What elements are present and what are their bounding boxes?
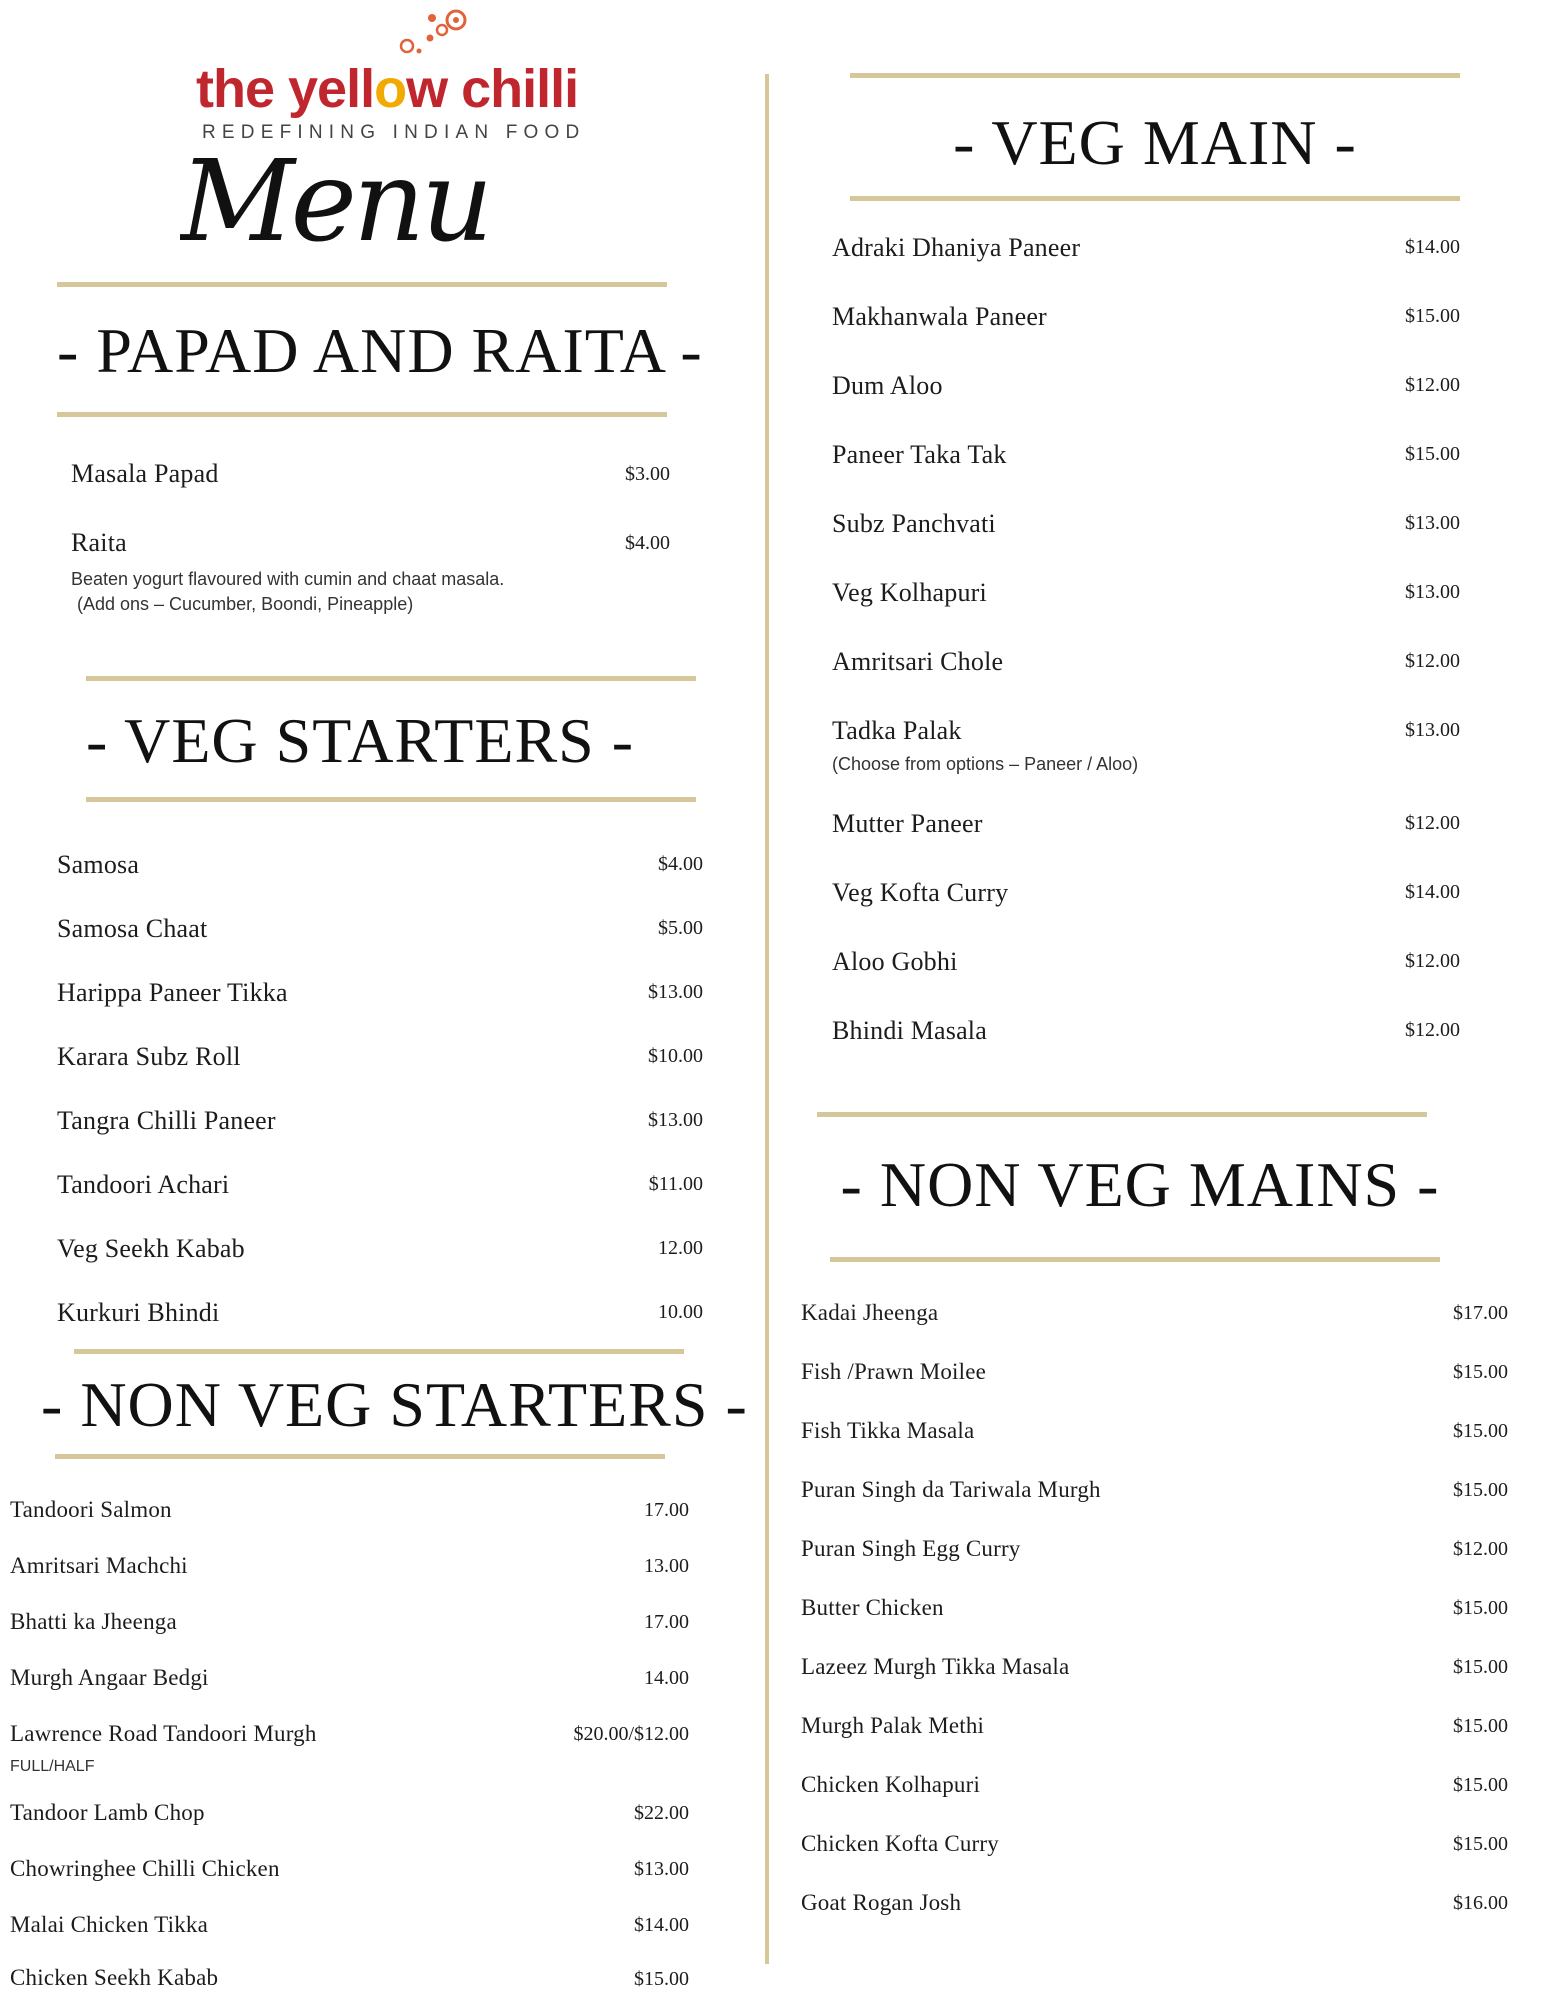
logo-o: o — [374, 59, 407, 119]
menu-item-price: $16.00 — [1453, 1892, 1508, 1914]
menu-item-price: $20.00/$12.00 — [573, 1723, 689, 1745]
menu-item-name: Goat Rogan Josh — [801, 1890, 962, 1915]
menu-item-name: Fish /Prawn Moilee — [801, 1359, 987, 1384]
menu-item-name: Puran Singh da Tariwala Murgh — [801, 1477, 1101, 1502]
menu-item-description: FULL/HALF — [10, 1758, 95, 1775]
menu-item-name: Fish Tikka Masala — [801, 1418, 975, 1443]
menu-item-name: Murgh Angaar Bedgi — [10, 1665, 209, 1690]
menu-item-price: 17.00 — [644, 1611, 689, 1633]
menu-item-name: Paneer Taka Tak — [832, 440, 1007, 469]
logo-word-the: the yell — [196, 59, 375, 119]
menu-item-name: Puran Singh Egg Curry — [801, 1536, 1021, 1561]
menu-item-price: $4.00 — [658, 853, 703, 875]
menu-item-name: Kadai Jheenga — [801, 1300, 939, 1325]
menu-item-name: Makhanwala Paneer — [832, 302, 1047, 331]
menu-item-price: $13.00 — [648, 1109, 703, 1131]
menu-item-name: Veg Kofta Curry — [832, 878, 1009, 907]
menu-item-name: Masala Papad — [71, 459, 219, 488]
section-rule-bottom — [57, 412, 667, 417]
menu-item-price: $12.00 — [1405, 812, 1460, 834]
menu-item-price: $15.00 — [1453, 1774, 1508, 1796]
menu-item-price: $15.00 — [1453, 1420, 1508, 1442]
menu-item-price: $15.00 — [1453, 1656, 1508, 1678]
logo-word-chilli: w chilli — [406, 59, 579, 119]
menu-item-name: Tandoori Achari — [57, 1170, 230, 1199]
logo-wordmark — [196, 58, 578, 120]
menu-item-price: 14.00 — [644, 1667, 689, 1689]
menu-item-price: $13.00 — [1405, 512, 1460, 534]
menu-item-price: 13.00 — [644, 1555, 689, 1577]
menu-item-name: Kurkuri Bhindi — [57, 1298, 220, 1327]
menu-item-name: Chicken Kofta Curry — [801, 1831, 999, 1856]
menu-script-heading — [180, 130, 490, 260]
section-rule-bottom — [850, 196, 1460, 201]
menu-item-price: $10.00 — [648, 1045, 703, 1067]
menu-item-price: 17.00 — [644, 1499, 689, 1521]
menu-item-name: Chicken Kolhapuri — [801, 1772, 981, 1797]
menu-item-price: $12.00 — [1405, 374, 1460, 396]
menu-item-price: $12.00 — [1453, 1538, 1508, 1560]
menu-item-name: Chowringhee Chilli Chicken — [10, 1856, 280, 1881]
menu-item-price: $15.00 — [1453, 1597, 1508, 1619]
section-rule-bottom — [86, 797, 696, 802]
menu-item-description: Beaten yogurt flavoured with cumin and chaat masala. — [71, 569, 505, 589]
menu-item-price: $15.00 — [1453, 1715, 1508, 1737]
menu-item-name: Raita — [71, 528, 127, 557]
menu-item-price: $13.00 — [648, 981, 703, 1003]
menu-item-name: Aloo Gobhi — [832, 947, 958, 976]
menu-item-price: 10.00 — [658, 1301, 703, 1323]
menu-item-name: Karara Subz Roll — [57, 1042, 241, 1071]
section-title: - NON VEG STARTERS - — [41, 1369, 748, 1440]
menu-item-price: $3.00 — [625, 463, 670, 485]
menu-item-price: $14.00 — [634, 1914, 689, 1936]
menu-item-name: Samosa Chaat — [57, 914, 208, 943]
menu-item-name: Tandoor Lamb Chop — [10, 1800, 205, 1825]
section-rule-top — [74, 1349, 684, 1354]
menu-item-name: Amritsari Machchi — [10, 1553, 188, 1578]
section-rule-top — [817, 1112, 1427, 1117]
menu-item-price: $15.00 — [1405, 443, 1460, 465]
menu-item-description: (Add ons – Cucumber, Boondi, Pineapple) — [77, 594, 414, 614]
menu-item-name: Adraki Dhaniya Paneer — [832, 233, 1081, 262]
section-title: - VEG STARTERS - — [85, 705, 635, 776]
menu-item-price: $11.00 — [648, 1173, 703, 1195]
menu-item-price: $13.00 — [634, 1858, 689, 1880]
menu-item-price: $14.00 — [1405, 236, 1460, 258]
menu-item-price: 12.00 — [658, 1237, 703, 1259]
menu-item-name: Tandoori Salmon — [10, 1497, 172, 1522]
menu-item-name: Mutter Paneer — [832, 809, 983, 838]
menu-item-name: Samosa — [57, 850, 140, 879]
menu-item-name: Chicken Seekh Kabab — [10, 1965, 219, 1990]
menu-item-price: $17.00 — [1453, 1302, 1508, 1324]
menu-item-name: Butter Chicken — [801, 1595, 944, 1620]
menu-item-price: $5.00 — [658, 917, 703, 939]
menu-item-name: Malai Chicken Tikka — [10, 1912, 209, 1937]
section-rule-top — [57, 282, 667, 287]
menu-item-price: $22.00 — [634, 1802, 689, 1824]
menu-item-price: $4.00 — [625, 532, 670, 554]
menu-item-price: $15.00 — [1453, 1479, 1508, 1501]
menu-item-price: $14.00 — [1405, 881, 1460, 903]
menu-item-name: Bhatti ka Jheenga — [10, 1609, 177, 1634]
section-rule-top — [86, 676, 696, 681]
section-title: - PAPAD AND RAITA - — [57, 315, 703, 386]
menu-item-description: (Choose from options – Paneer / Aloo) — [832, 754, 1139, 774]
menu-item-price: $12.00 — [1405, 1019, 1460, 1041]
menu-item-name: Veg Kolhapuri — [832, 578, 987, 607]
menu-item-price: $13.00 — [1405, 719, 1460, 741]
menu-item-name: Bhindi Masala — [832, 1016, 987, 1045]
menu-item-price: $12.00 — [1405, 650, 1460, 672]
logo-tagline: REDEFINING INDIAN FOOD — [202, 122, 586, 143]
column-divider — [765, 74, 769, 1964]
menu-item-name: Amritsari Chole — [832, 647, 1004, 676]
menu-item-price: $15.00 — [634, 1968, 689, 1990]
menu-item-name: Lazeez Murgh Tikka Masala — [801, 1654, 1070, 1679]
section-rule-bottom — [830, 1257, 1440, 1262]
menu-item-name: Murgh Palak Methi — [801, 1713, 985, 1738]
menu-item-name: Subz Panchvati — [832, 509, 996, 538]
menu-item-name: Tangra Chilli Paneer — [57, 1106, 276, 1135]
menu-item-price: $15.00 — [1453, 1361, 1508, 1383]
section-title: - VEG MAIN - — [953, 107, 1357, 178]
menu-heading-text: Menu — [180, 137, 490, 260]
menu-item-name: Dum Aloo — [832, 371, 943, 400]
logo-dots-icon — [392, 8, 472, 58]
menu-item-price: $13.00 — [1405, 581, 1460, 603]
menu-item-name: Veg Seekh Kabab — [57, 1234, 245, 1263]
menu-item-price: $12.00 — [1405, 950, 1460, 972]
section-rule-top — [850, 73, 1460, 78]
menu-item-name: Harippa Paneer Tikka — [57, 978, 288, 1007]
section-title: - NON VEG MAINS - — [840, 1149, 1440, 1220]
menu-item-price: $15.00 — [1405, 305, 1460, 327]
menu-item-name: Lawrence Road Tandoori Murgh — [10, 1721, 317, 1746]
menu-item-name: Tadka Palak — [832, 716, 962, 745]
menu-item-price: $15.00 — [1453, 1833, 1508, 1855]
section-rule-bottom — [55, 1454, 665, 1459]
